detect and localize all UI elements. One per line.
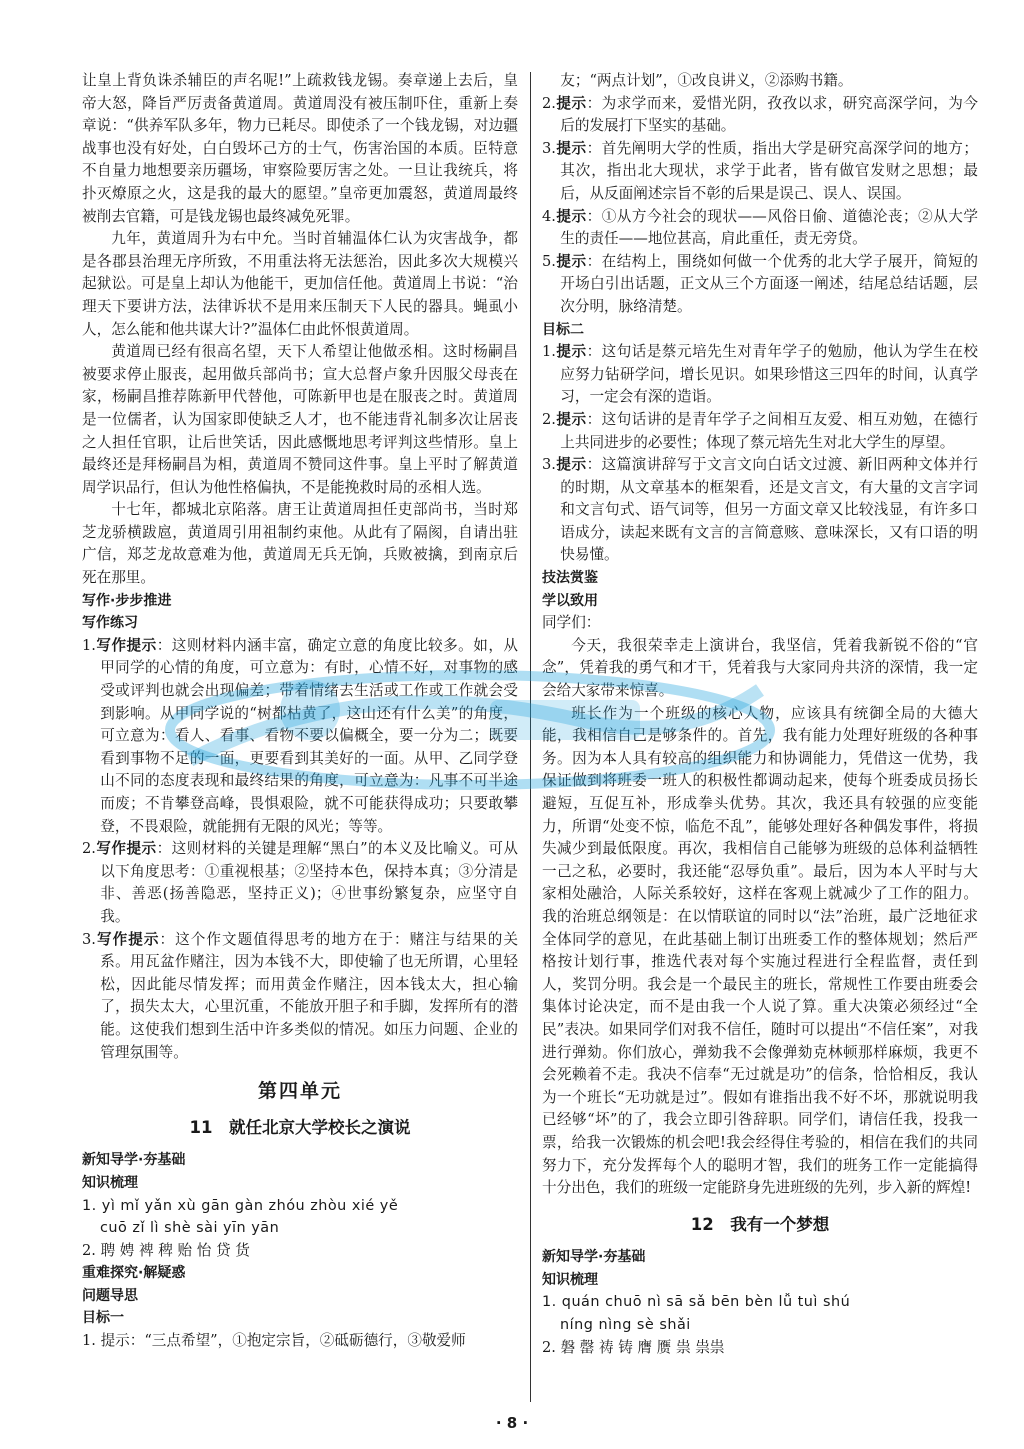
item-text: ：首先阐明大学的性质，指出大学是研究高深学问的地方；其次，指出北大现状，求学于此者，皆有做官发财之思想；最后，从反面阐述宗旨不彰的后果是误己、误人、误国。 [560,139,978,202]
answer-item [542,454,978,567]
answer-item [542,206,978,251]
section-heading: 技法赏鉴 [542,570,598,587]
subsection-heading: 写作练习 [82,615,138,632]
unit-title: 第四单元 [257,1080,342,1103]
paragraph: 黄道周已经有很高名望，天下人希望让他做丞相。这时杨嗣昌被要求停止服丧，起用做兵部尚书；宣大总督卢象升因服父母丧在家，杨嗣昌推荐陈新甲代替他，可陈新甲也是在服丧之时。黄道周是一位儒者，认为国家即使缺乏人才，也不能违背礼制多次让居丧之人担任官职，让后世笑话，因此感慨地思考评判这些情形。皇上最终还是拜杨嗣昌为相，黄道周不赞同这件事。皇上平时了解黄道周学识品行，但认为他性格偏执，不是能挽救时局的丞相人选。 [82,343,518,496]
item-number: 2. [542,410,556,428]
item-text: ：这句话讲的是青年学子之间相互友爱、相互劝勉，在德行上共同进步的必要性；体现了蔡元培先生对北大学生的厚望。 [560,410,978,451]
item-label: 提示 [555,410,587,428]
answer-item: 1. 提示：“三点希望”，①抱定宗旨，②砥砺德行，③敬爱师 [82,1332,466,1350]
section-heading: 重难探究·解疑惑 [82,1265,186,1282]
section-heading: 新知导学·夯基础 [82,1152,186,1169]
item-number: 2. [542,94,556,112]
item-label: 写作提示 [95,930,160,948]
answer-item [542,138,978,206]
item-label: 写作提示 [95,636,157,654]
item-label: 提示 [555,139,587,157]
answer-item [542,93,978,138]
item-number: 5. [542,252,556,270]
item-text: ：这篇演讲辞写于文言文向白话文过渡、新旧两种文体并行的时期，从文章基本的框架看，还是文言文，有大量的文言字词和文言句式、语气词等，但另一方面文章又比较浅显，有许多口语成分，读起来既有文言的言简意赅、意味深长，又有口语的明快易懂。 [560,456,978,564]
item-label: 提示 [555,252,587,270]
characters-line: 2. 磐 罄 祷 铸 膺 赝 祟 祟祟 [542,1338,725,1356]
item-text: ：这则材料内涵丰富，确定立意的角度比较多。如，从甲同学的心情的角度，可立意为：有时，心情不好，对事物的感受或评判也就会出现偏差；带着情绪去生活或工作或工作就会受到影响。从甲同学说的“树都枯黄了，这山还有什么美”的角度，可立意为：看人、看事、看物不要以偏概全，要一分为二；既要看到事物不足的一面，更要看到其美好的一面。从甲、乙同学登山不同的态度表现和最终结果的角度，可立意为：凡事不可半途而废；不肯攀登高峰，畏惧艰险，就不可能获得成功；只要敢攀登，不畏艰险，就能拥有无限的风光；等等。 [100,636,518,835]
goal-heading: 目标二 [542,321,584,338]
item-label: 写作提示 [95,840,157,858]
item-label: 提示 [555,94,587,112]
item-label: 提示 [555,343,587,361]
item-text: ：①从方今社会的现状——风俗日偷、道德沦丧；②从大学生的责任——地位甚高，肩此重任，责无旁贷。 [560,207,978,248]
column-divider [530,72,531,1402]
answer-item [542,251,978,319]
answer-list-goal2 [542,341,978,567]
paragraph: 让皇上背负诛杀辅臣的声名呢!”上疏救钱龙锡。奏章递上去后，皇帝大怒，降旨严厉责备黄道周。黄道周没有被压制吓住，重新上奏章说：“供养军队多年，物力已耗尽。即使杀了一个钱龙锡，对边疆战事也没有好处，白白毁坏己方的士气，伤害治国的本质。臣特意不自量力地想要亲历疆场，审察险要厉害之处。一旦让我统兵，将扑灭燎原之火，这是我的最大的愿望。”皇帝更加震怒，黄道周最终被削去官籍，可是钱龙锡也最终减免死罪。 [82,72,518,225]
pinyin-line: 1. yì mǐ yǎn xù gān gàn zhóu zhòu xié yě [82,1197,399,1214]
item-number: 2. [82,840,96,858]
lesson-title: 11 就任北京大学校长之演说 [189,1117,411,1137]
subsection-heading: 知识梳理 [542,1271,598,1288]
item-label: 提示 [555,456,587,474]
item-number: 3. [542,456,556,474]
paragraph: 九年，黄道周升为右中允。当时首辅温体仁认为灾害战争，都是各郡县治理无序所致，不用重法将无法惩治，因此多次大规模兴起狱讼。可是皇上却认为他能干，更加信任他。黄道周上书说：“治理天下要讲方法，法律诉状不是用来压制天下人民的器具。蝇虱小人，怎么能和他共谋大计?”温体仁由此怀恨黄道周。 [82,230,518,338]
lesson-title: 12 我有一个梦想 [690,1214,830,1234]
right-column [542,70,978,1359]
item-number: 1. [542,343,556,361]
subsection-heading: 问题导思 [82,1287,138,1304]
pinyin-line: níng nìng sè shǎi [560,1317,691,1334]
item-text: ：这则材料的关键是理解“黑白”的本义及比喻义。可从以下角度思考：①重视根基；②坚持本色，保持本真；③分清是非、善恶(扬善隐恶，坚持正义)；④世事纷繁复杂，应坚守自我。 [100,840,518,925]
subsection-heading: 知识梳理 [82,1174,138,1191]
goal-heading: 目标一 [82,1310,124,1327]
item-text: 友；“两点计划”，①改良讲义，②添购书籍。 [560,72,853,89]
speech-greeting: 同学们： [542,614,601,632]
pinyin-line: 1. quán chuō nì sā sǎ bēn bèn lǚ tuì shú [542,1294,851,1311]
answer-list-goal1 [542,70,978,319]
item-text: ：在结构上，围绕如何做一个优秀的北大学子展开，简短的开场白引出话题，正文从三个方面逐一阐述，结尾总结话题，层次分明，脉络清楚。 [560,252,978,315]
item-number: 3. [542,139,556,157]
item-text: ：为求学而来，爱惜光阴，孜孜以求，研究高深学问，为今后的发展打下坚实的基础。 [560,94,978,135]
left-column [82,70,518,1353]
writing-tips-list [82,635,518,1064]
answer-item [82,838,518,928]
section-heading: 写作·步步推进 [82,592,172,609]
paragraph: 班长作为一个班级的核心人物，应该具有统御全局的大德大能，我相信自己是够条件的。首先，我有能力处理好班级的各种事务。因为本人具有较高的组织能力和协调能力，凭借这一优势，我保证做到将班委一班人的积极性都调动起来，使每个班委成员扬长避短，互促互补，形成拳头优势。其次，我还具有较强的应变能力，所谓“处变不惊，临危不乱”，能够处理好各种偶发事件，将损失减少到最低限度。再次，我相信自己能够为班级的总体利益牺牲一己之私，必要时，我还能“忍辱负重”。最后，因为本人平时与大家相处融洽，人际关系较好，这样在客观上就减少了工作的阻力。我的治班总纲领是：在以情联谊的同时以“法”治班，最广泛地征求全体同学的意见，在此基础上制订出班委工作的整体规划；然后严格按计划行事，推选代表对每个实施过程进行全程监督，责任到人，奖罚分明。我会是一个最民主的班长，常规性工作要由班委会集体讨论决定，而不是由我一个人说了算。重大决策必须经过“全民”表决。如果同学们对我不信任，随时可以提出“不信任案”，对我进行弹劾。你们放心，弹劾我不会像弹劾克林顿那样麻烦，我更不会死赖着不走。我决不信奉“无过就是功”的信条，恰恰相反，我认为一个班长“无功就是过”。假如有谁指出我不好不坏，那就说明我已经够“坏”的了，我会立即引咎辞职。同学们，请信任我，投我一票，给我一次锻炼的机会吧!我会经得住考验的，相信在我们的共同努力下，充分发挥每个人的聪明才智，我们的班务工作一定能搞得十分出色，我们的班级一定能跻身先进班级的先列，步入新的辉煌! [542,704,978,1197]
item-label: 提示 [555,207,587,225]
item-number: 1. [82,636,96,654]
item-number: 3. [82,930,96,948]
answer-item [82,635,518,838]
section-heading: 新知导学·夯基础 [542,1249,646,1266]
characters-line: 2. 聘 娉 裨 稗 贻 怡 贷 货 [82,1241,250,1259]
answer-item [82,929,518,1065]
answer-item [542,409,978,454]
answer-item [542,341,978,409]
item-text: ：这个作文题值得思考的地方在于：赌注与结果的关系。用瓦盆作赌注，因为本钱不大，即使输了也无所谓，心里轻松，因此能尽情发挥；而用黄金作赌注，因本钱太大，担心输了，损失太大，心里沉重，不能放开胆子和手脚，发挥所有的潜能。这使我们想到生活中许多类似的情况。如压力问题、企业的管理氛围等。 [100,930,518,1061]
paragraph: 今天，我很荣幸走上演讲台，我坚信，凭着我新锐不俗的“官念”，凭着我的勇气和才干，凭着我与大家同舟共济的深情，我一定会给大家带来惊喜。 [542,636,978,700]
pinyin-line: cuō zǐ lì shè sài yīn yān [100,1220,280,1237]
page-number: · 8 · [495,1414,529,1432]
answer-item [542,70,978,93]
item-text: ：这句话是蔡元培先生对青年学子的勉励，他认为学生在校应努力钻研学问，增长见识。如果珍惜这三四年的时间，认真学习，一定会有深的造诣。 [560,343,978,406]
paragraph: 十七年，都城北京陷落。唐王让黄道周担任吏部尚书，当时郑芝龙骄横跋扈，黄道周引用祖制约束他。从此有了隔阂，自请出驻广信，郑芝龙故意难为他，黄道周无兵无饷，兵败被擒，到南京后死在那里。 [82,501,518,587]
subsection-heading: 学以致用 [542,592,598,609]
item-number: 4. [542,207,556,225]
